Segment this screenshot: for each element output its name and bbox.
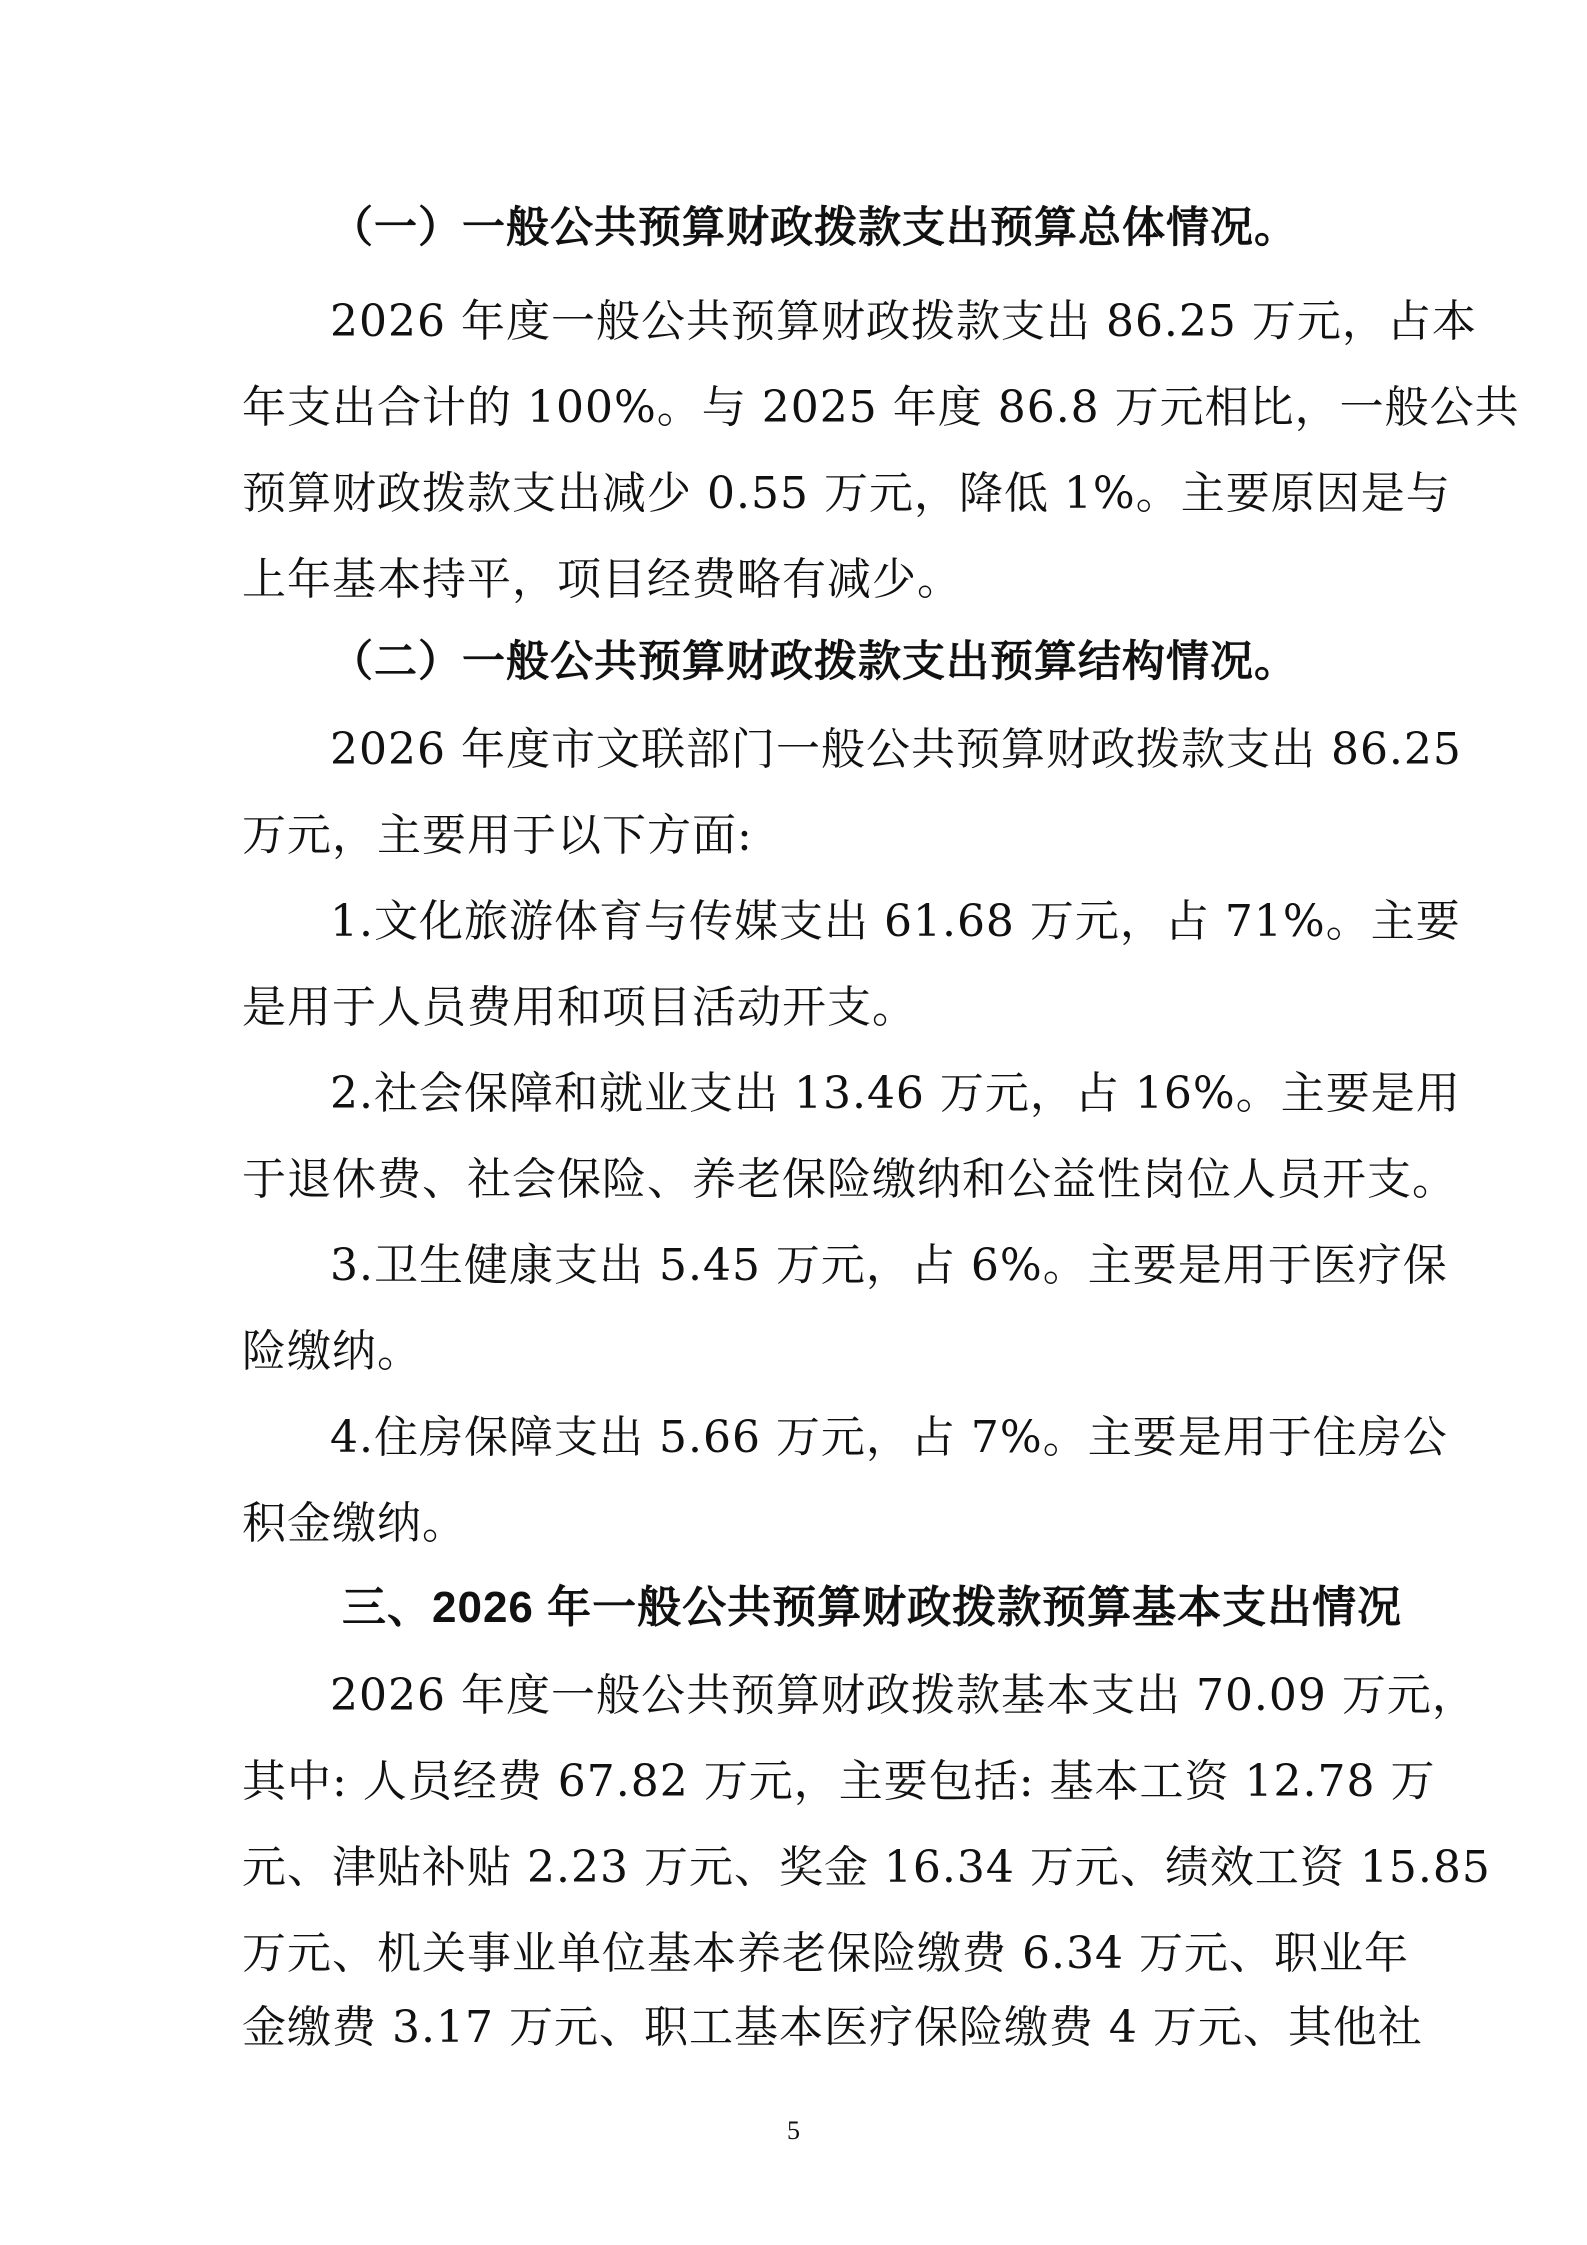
list-item-line: 积金缴纳。 [242,1498,467,1549]
page-number: 5 [787,2116,800,2145]
subheading-structure-budget: （二）一般公共预算财政拨款支出预算结构情况。 [330,637,1298,687]
paragraph-line: 其中: 人员经费 67.82 万元，主要包括: 基本工资 12.78 万 [242,1756,1436,1807]
section-heading: 三、2026 年一般公共预算财政拨款预算基本支出情况 [342,1583,1403,1632]
list-item-line: 1.文化旅游体育与传媒支出 61.68 万元，占 71%。主要 [330,896,1461,947]
paragraph-line: 金缴费 3.17 万元、职工基本医疗保险缴费 4 万元、其他社 [242,2002,1423,2053]
paragraph-line: 万元、机关事业单位基本养老保险缴费 6.34 万元、职业年 [242,1928,1409,1979]
paragraph-line: 年支出合计的 100%。与 2025 年度 86.8 万元相比，一般公共 [242,382,1520,433]
paragraph-line: 2026 年度一般公共预算财政拨款基本支出 70.09 万元， [330,1670,1477,1721]
subheading-overall-budget: （一）一般公共预算财政拨款支出预算总体情况。 [330,203,1298,253]
list-item-line: 险缴纳。 [242,1326,422,1377]
list-item-line: 2.社会保障和就业支出 13.46 万元，占 16%。主要是用 [330,1068,1461,1119]
paragraph-line: 2026 年度一般公共预算财政拨款支出 86.25 万元，占本 [330,296,1477,347]
list-item-line: 于退休费、社会保险、养老保险缴纳和公益性岗位人员开支。 [242,1154,1457,1205]
paragraph-line: 2026 年度市文联部门一般公共预算财政拨款支出 86.25 [330,724,1462,775]
paragraph-line: 上年基本持平，项目经费略有减少。 [242,554,962,605]
paragraph-line: 万元，主要用于以下方面: [242,810,753,861]
paragraph-line: 元、津贴补贴 2.23 万元、奖金 16.34 万元、绩效工资 15.85 [242,1842,1491,1893]
list-item-line: 3.卫生健康支出 5.45 万元，占 6%。主要是用于医疗保 [330,1240,1448,1291]
list-item-line: 是用于人员费用和项目活动开支。 [242,982,917,1033]
paragraph-line: 预算财政拨款支出减少 0.55 万元，降低 1%。主要原因是与 [242,468,1451,519]
list-item-line: 4.住房保障支出 5.66 万元，占 7%。主要是用于住房公 [330,1412,1448,1463]
